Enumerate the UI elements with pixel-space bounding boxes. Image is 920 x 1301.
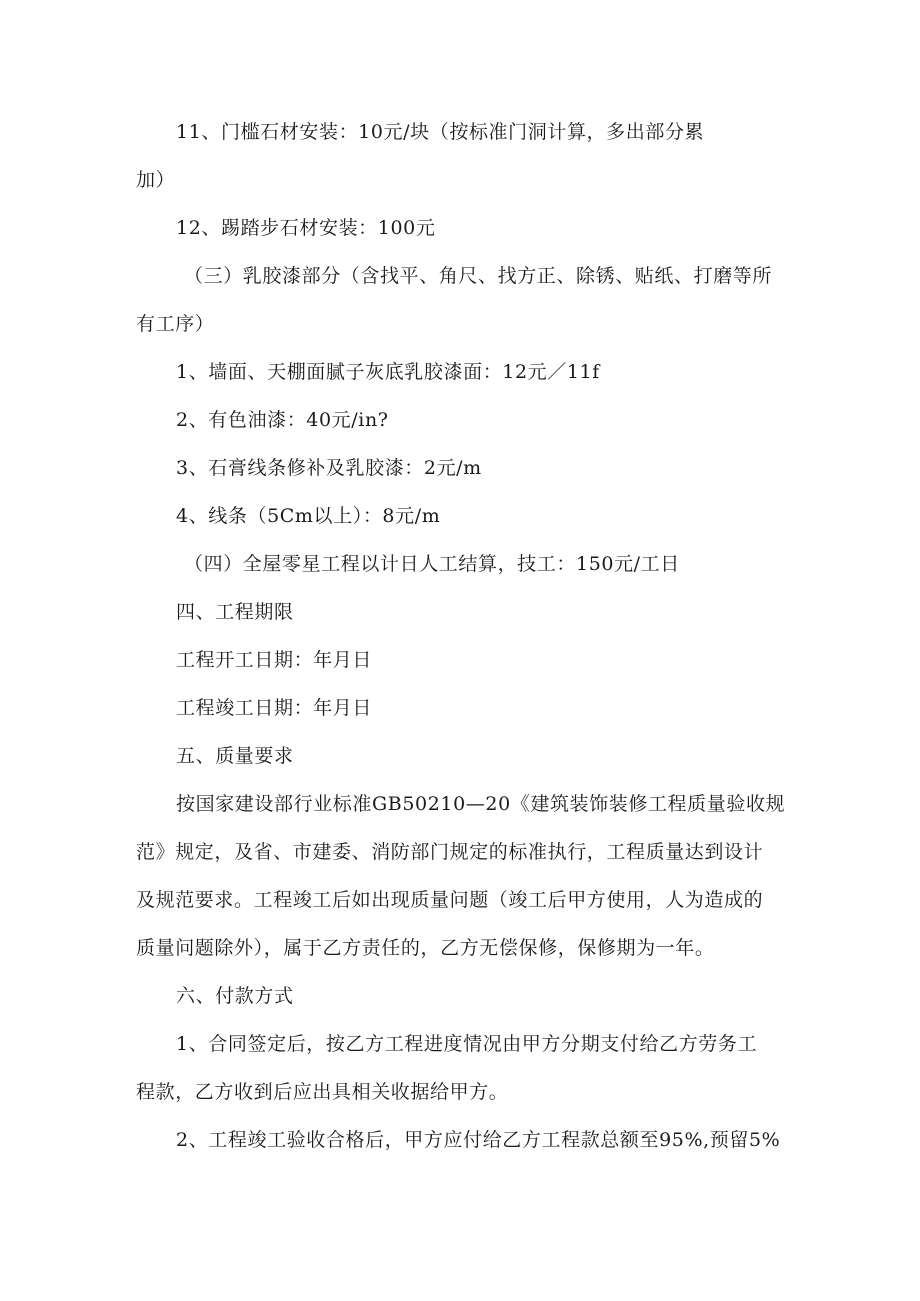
text-line: 范》规定，及省、市建委、消防部门规定的标准执行，工程质量达到设计 [136, 841, 764, 863]
text-line: 工程开工日期：年月日 [176, 649, 373, 671]
section-heading: 四、工程期限 [176, 601, 294, 623]
document-body [136, 108, 796, 1164]
text-line: （三）乳胶漆部分（含找平、角尺、找方正、除锈、贴纸、打磨等所 [184, 265, 773, 287]
text-line: 4、线条（5Cm以上）：8元/m [176, 505, 441, 527]
text-line: 11、门槛石材安装：10元/块（按标准门洞计算，多出部分累 [176, 121, 705, 143]
text-line: 质量问题除外），属于乙方责任的，乙方无偿保修，保修期为一年。 [136, 937, 715, 959]
section-heading: 六、付款方式 [176, 985, 294, 1007]
text-line: 2、有色油漆：40元/in? [176, 409, 389, 431]
text-line: 12、踢踏步石材安装：100元 [176, 217, 436, 239]
text-line: 工程竣工日期：年月日 [176, 697, 373, 719]
text-line: 及规范要求。工程竣工后如出现质量问题（竣工后甲方使用，人为造成的 [136, 889, 764, 911]
text-line: 按国家建设部行业标准GB50210—20《建筑装饰装修工程质量验收规 [176, 793, 786, 815]
text-line: 程款，乙方收到后应出具相关收据给甲方。 [136, 1081, 509, 1103]
section-heading: 五、质量要求 [176, 745, 294, 767]
text-line: 1、墙面、天棚面腻子灰底乳胶漆面：12元／11f [176, 361, 600, 383]
text-line: 3、石膏线条修补及乳胶漆：2元/m [176, 457, 482, 479]
text-line: （四）全屋零星工程以计日人工结算，技工：150元/工日 [184, 553, 680, 575]
text-line: 有工序） [136, 313, 215, 335]
text-line: 2、工程竣工验收合格后，甲方应付给乙方工程款总额至95%,预留5% [176, 1129, 781, 1151]
text-line: 1、合同签定后，按乙方工程进度情况由甲方分期支付给乙方劳务工 [176, 1033, 758, 1055]
text-line: 加） [136, 169, 176, 191]
